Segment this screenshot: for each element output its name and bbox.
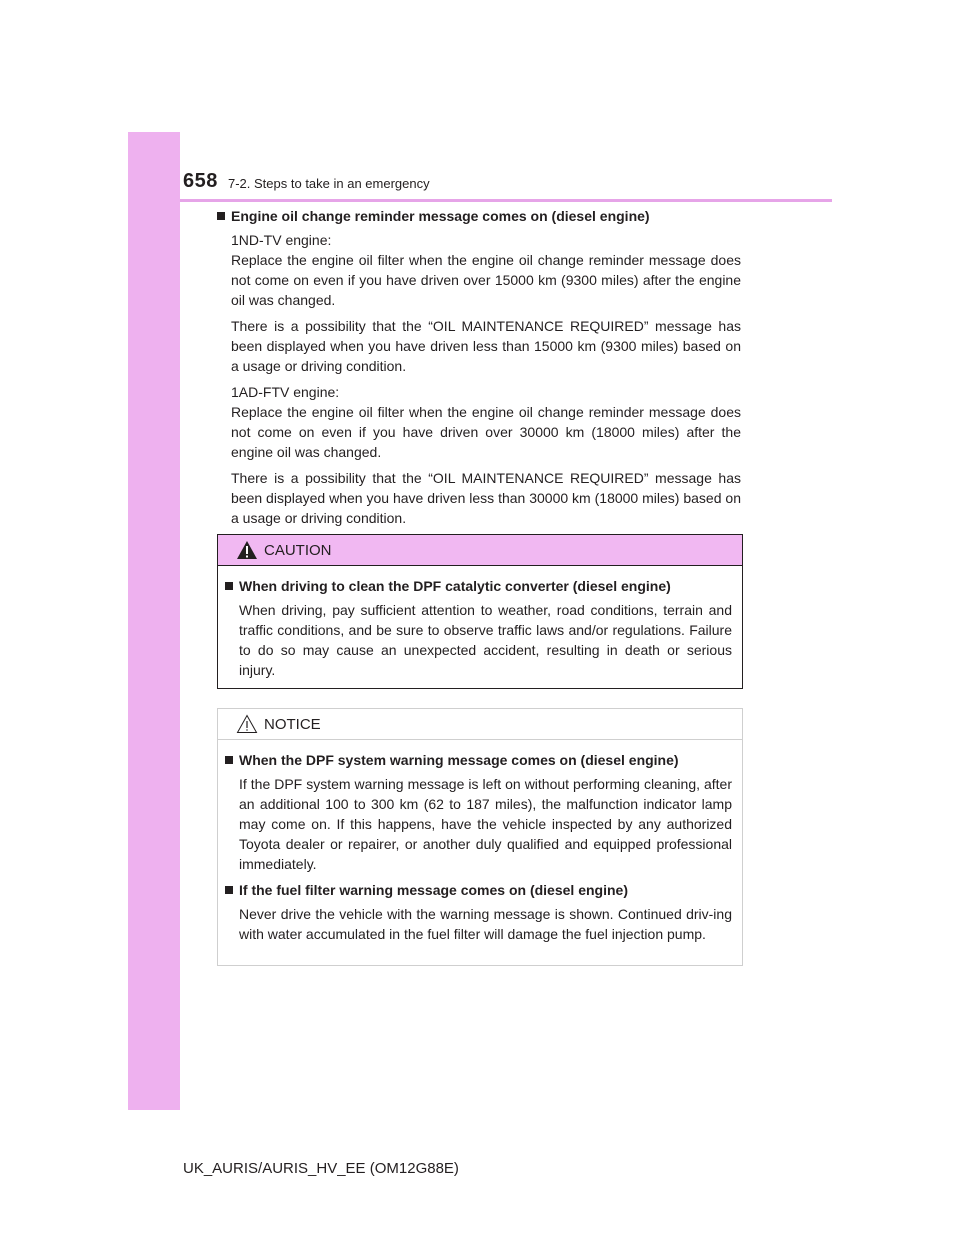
paragraph-1nd-tv (231, 230, 741, 310)
notice-box (217, 708, 743, 966)
caution-item-heading-text: When driving to clean the DPF catalytic converter (diesel engine) (239, 578, 671, 594)
document-code: UK_AURIS/AURIS_HV_EE (OM12G88E) (183, 1160, 459, 1177)
square-bullet-icon (225, 582, 233, 590)
paragraph-text: Never drive the vehicle with the warning message is shown. Continued driv-ing with water accumulated in the fuel filter will damage the fuel injection pump. (239, 906, 732, 942)
square-bullet-icon (217, 212, 225, 220)
paragraph-text: There is a possibility that the “OIL MAINTENANCE REQUIRED” message has been displayed when you have driven less than 15000 km (9300 miles) based on a usage or driving condition. (231, 318, 741, 374)
paragraph-1nd-tv-note (231, 316, 741, 376)
notice-item-heading (225, 880, 732, 900)
notice-item-text (239, 904, 732, 944)
paragraph-text: If the DPF system warning message is left on without performing cleaning, after an additional 100 to 300 km (62 to 187 miles), the malfunction indicator lamp may come on. If this happens, have the vehicle inspected by any authorized Toyota dealer or repairer, or another duly qualified and equipped professional immediately. (239, 776, 732, 872)
paragraph-text: There is a possibility that the “OIL MAINTENANCE REQUIRED” message has been displayed when you have driven less than 30000 km (18000 miles) based on a usage or driving condition. (231, 470, 741, 526)
notice-title: NOTICE (264, 715, 321, 733)
warning-triangle-icon (236, 540, 258, 560)
caution-header (218, 535, 742, 566)
paragraph-text: 1AD-FTV engine: Replace the engine oil filter when the engine oil change reminder message does not come on even if you have driven over 30000 km (18000 miles) after the engine oil was changed. (231, 384, 741, 460)
notice-item-text (239, 774, 732, 874)
notice-body (218, 740, 742, 944)
paragraph-1ad-ftv (231, 382, 741, 462)
paragraph-text: 1ND-TV engine: Replace the engine oil filter when the engine oil change reminder message does not come on even if you have driven over 15000 km (9300 miles) after the engine oil was changed. (231, 232, 741, 308)
caution-title: CAUTION (264, 541, 332, 559)
paragraph-text: When driving, pay sufficient attention to weather, road conditions, terrain and traffic conditions, and be sure to observe traffic laws and/or regulations. Failure to do so may cause an unexpected accident, resulting in death or serious injury. (239, 602, 732, 678)
caution-box (217, 534, 743, 689)
section-title: 7-2. Steps to take in an emergency (228, 176, 430, 191)
paragraph-1ad-ftv-note (231, 468, 741, 528)
notice-triangle-icon (236, 714, 258, 734)
caution-item-text (239, 600, 732, 680)
header-divider (180, 199, 832, 202)
section-heading-text: Engine oil change reminder message comes on (diesel engine) (231, 208, 650, 224)
section-heading (217, 206, 741, 226)
main-section (217, 206, 741, 534)
notice-item-heading-text: If the fuel filter warning message comes on (diesel engine) (239, 882, 628, 898)
caution-body (218, 566, 742, 680)
page-number: 658 (183, 170, 218, 192)
square-bullet-icon (225, 886, 233, 894)
notice-item-heading-text: When the DPF system warning message comes on (diesel engine) (239, 752, 679, 768)
caution-item-heading (225, 576, 732, 596)
notice-item-heading (225, 750, 732, 770)
square-bullet-icon (225, 756, 233, 764)
chapter-side-tab (128, 132, 180, 1110)
notice-header (218, 709, 742, 740)
